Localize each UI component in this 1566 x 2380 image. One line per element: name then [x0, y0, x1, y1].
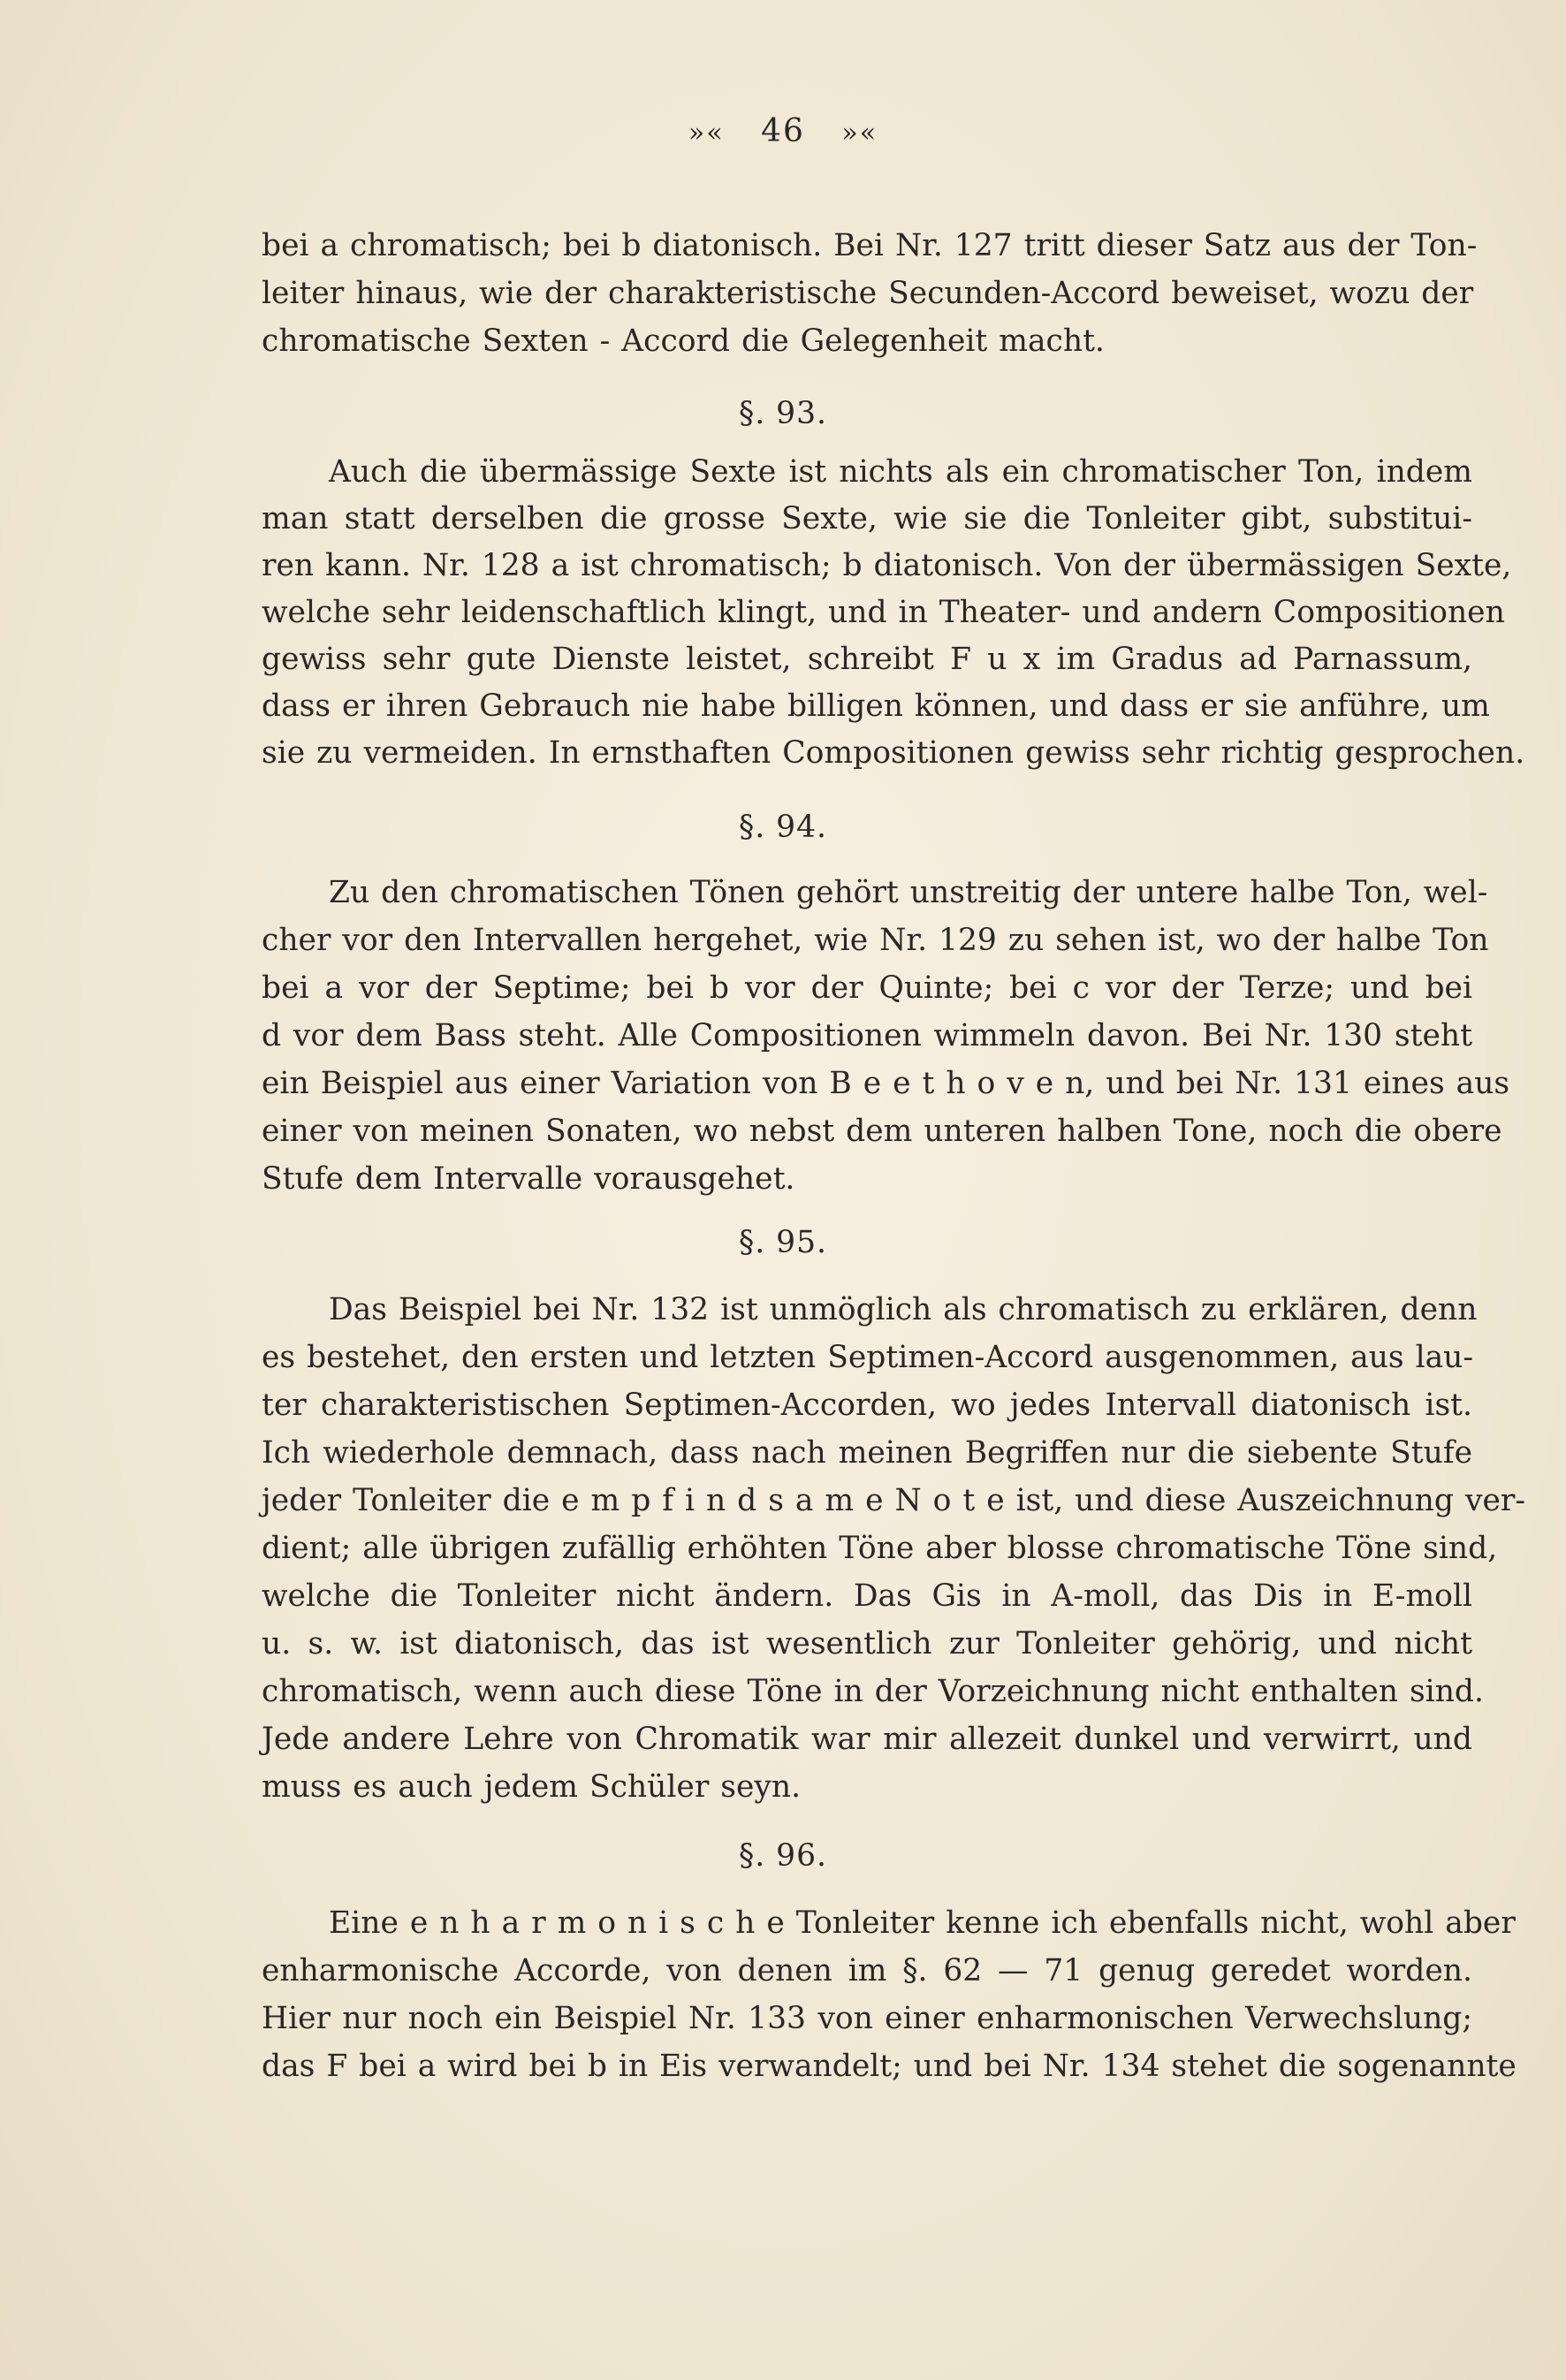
text-line: leiter hinaus, wie der charakteristische Secunden-Accord beweiset, wozu der [262, 276, 1474, 311]
text-line: ter charakteristischen Septimen-Accorden, wo jedes Intervall diatonisch ist. [262, 1388, 1472, 1423]
text-line: gewiss sehr gute Dienste leistet, schreibt F u x im Gradus ad Parnassum, [262, 642, 1472, 677]
text-line: dient; alle übrigen zufällig erhöhten Töne aber blosse chromatische Töne sind, [262, 1531, 1498, 1566]
section-heading-93: §. 93. [738, 396, 828, 431]
text-line: man statt derselben die grosse Sexte, wie sie die Tonleiter gibt, substitui- [262, 501, 1472, 536]
text-line: ein Beispiel aus einer Variation von B e e t h o v e n, und bei Nr. 131 eines aus [262, 1066, 1510, 1101]
text-line: Das Beispiel bei Nr. 132 ist unmöglich als chromatisch zu erklären, denn [329, 1292, 1478, 1327]
text-line: dass er ihren Gebrauch nie habe billigen können, und dass er sie anführe, um [262, 688, 1490, 724]
section-heading-94: §. 94. [738, 810, 828, 845]
text-line: Auch die übermässige Sexte ist nichts als ein chromatischer Ton, indem [329, 454, 1472, 490]
text-line: das F bei a wird bei b in Eis verwandelt; und bei Nr. 134 stehet die sogenannte [262, 2049, 1517, 2084]
text-line: Ich wiederhole demnach, dass nach meinen Begriffen nur die siebente Stufe [262, 1435, 1472, 1471]
text-line: chromatisch, wenn auch diese Töne in der Vorzeichnung nicht enthalten sind. [262, 1674, 1484, 1709]
text-line: welche die Tonleiter nicht ändern. Das Gis in A-moll, das Dis in E-moll [262, 1578, 1472, 1614]
text-line: jeder Tonleiter die e m p f i n d s a m e N o t e ist, und diese Auszeichnung ver- [262, 1483, 1526, 1518]
text-line: chromatische Sexten - Accord die Gelegenheit macht. [262, 323, 1105, 359]
text-line: u. s. w. ist diatonisch, das ist wesentlich zur Tonleiter gehörig, und nicht [262, 1626, 1472, 1661]
text-line: bei a vor der Septime; bei b vor der Quinte; bei c vor der Terze; und bei [262, 970, 1472, 1006]
text-line: cher vor den Intervallen hergehet, wie Nr. 129 zu sehen ist, wo der halbe Ton [262, 923, 1489, 958]
text-line: einer von meinen Sonaten, wo nebst dem unteren halben Tone, noch die obere [262, 1114, 1502, 1149]
text-line: es bestehet, den ersten und letzten Septimen-Accord ausgenommen, aus lau- [262, 1340, 1474, 1375]
text-line: Jede andere Lehre von Chromatik war mir allezeit dunkel und verwirrt, und [262, 1722, 1472, 1757]
page-header [0, 113, 1566, 149]
page-number: 46 [761, 113, 805, 149]
text-line: d vor dem Bass steht. Alle Compositionen wimmeln davon. Bei Nr. 130 steht [262, 1018, 1472, 1053]
section-heading-95: §. 95. [738, 1225, 828, 1260]
ornament-right-icon: »« [841, 118, 878, 148]
text-line: Hier nur noch ein Beispiel Nr. 133 von einer enharmonischen Verwechslung; [262, 2001, 1472, 2036]
text-line: bei a chromatisch; bei b diatonisch. Bei Nr. 127 tritt dieser Satz aus der Ton- [262, 228, 1478, 263]
text-line: sie zu vermeiden. In ernsthaften Compositionen gewiss sehr richtig gesprochen. [262, 735, 1525, 771]
text-line: ren kann. Nr. 128 a ist chromatisch; b diatonisch. Von der übermässigen Sexte, [262, 548, 1512, 583]
text-line: Eine e n h a r m o n i s c h e Tonleiter kenne ich ebenfalls nicht, wohl aber [329, 1905, 1516, 1941]
ornament-left-icon: »« [688, 118, 725, 148]
text-line: enharmonische Accorde, von denen im §. 62 — 71 genug geredet worden. [262, 1953, 1472, 1988]
text-line: Stufe dem Intervalle vorausgehet. [262, 1161, 795, 1197]
text-line: Zu den chromatischen Tönen gehört unstreitig der untere halbe Ton, wel- [329, 875, 1488, 910]
section-heading-96: §. 96. [738, 1838, 828, 1874]
text-line: muss es auch jedem Schüler seyn. [262, 1769, 802, 1805]
text-line: welche sehr leidenschaftlich klingt, und in Theater- und andern Compositionen [262, 595, 1505, 630]
